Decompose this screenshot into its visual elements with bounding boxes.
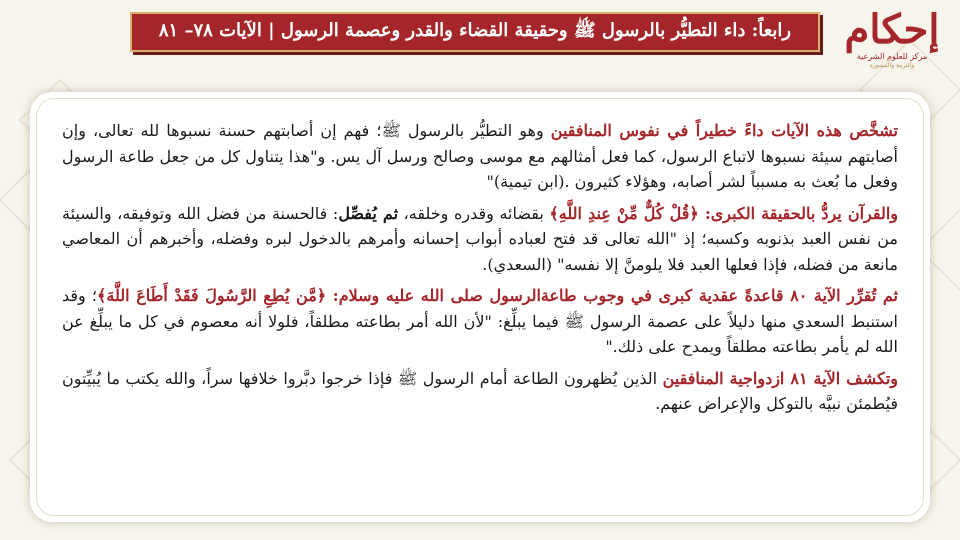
paragraph-4-body: الذين يُظهرون الطاعة أمام الرسول ﷺ فإذا خرجوا دبَّروا خلافها سراً، والله يكتب ما يُبيِّتون فيُطمئن نبيَّه بالتوكل والإعراض عنهم.: [62, 368, 898, 413]
paragraph-1-body: وهو التطيُّر بالرسول ﷺ؛ فهم إن أصابتهم حسنة نسبوها لله تعالى، وإن أصابتهم سيئة نسبوها لاتباع الرسول، كما فعل أمثالهم مع موسى وصالح ورسل آل يس. و"هذا يتناول كل من جعل طاعة الرسول وفعل ما بُعث به مسبباً لشر أصابه، وهؤلاء كثيرون .(ابن تيمية)": [62, 121, 898, 191]
paragraph-2: [62, 201, 898, 278]
paragraph-3-body: ؛ وقد استنبط السعدي منها دليلاً على عصمة الرسول ﷺ فيما يبلِّغ: "لأن الله أمر بطاعته مطلقاً، فلولا أنه معصوم في كل ما يبلِّغ عن الله لم يأمر بطاعته مطلقاً ويمدح على ذلك.": [62, 286, 898, 356]
paragraph-1-lead: تشخَّص هذه الآيات داءً خطيراً في نفوس المنافقين: [550, 121, 899, 140]
page-title: رابعاً: داء التطيُّر بالرسول ﷺ وحقيقة القضاء والقدر وعصمة الرسول | الآيات ٧٨– ٨١: [158, 20, 792, 41]
paragraph-2-quote: ﴿قُلْ كُلٌّ مِّنْ عِندِ اللَّهِ﴾: [549, 203, 699, 223]
paragraph-4-lead: وتكشف الآية ٨١ ازدواجية المنافقين: [662, 368, 899, 388]
header-title-bar: [130, 12, 820, 52]
logo-subtitle: مركز للعلوم الشرعية: [856, 52, 928, 61]
paragraph-2-lead: والقرآن يردُّ بالحقيقة الكبرى:: [698, 203, 899, 223]
paragraph-2-mid: بقضائه وقدره وخلقه،: [398, 203, 550, 223]
paragraph-4: [62, 366, 898, 417]
paragraph-2-then: ثم يُفصِّل: [338, 203, 399, 223]
paragraph-2-body: : فالحسنة من فضل الله وتوفيقه، والسيئة من نفس العبد بذنوبه وكسبه؛ إذ "الله تعالى قد فتح لعباده أبواب إحسانه وأمرهم بالدخول لبره وفضله، وأخبرهم أن المعاصي مانعة من فضله، فإذا فعلها العبد فلا يلومنَّ إلا نفسه" (السعدي).: [62, 203, 898, 274]
logo-mark: إحكام: [844, 6, 940, 53]
logo-tagline: والتربية والمشورة: [869, 62, 915, 69]
content-card: [30, 92, 930, 522]
paragraph-3: [62, 283, 898, 360]
paragraph-3-lead: ثم تُقرِّر الآية ٨٠ قاعدةً عقدية كبرى في وجوب طاعةالرسول صلى الله عليه وسلام: ﴿مَّن يُطِعِ الرَّسُولَ فَقَدْ أَطَاعَ اللَّهَ﴾: [97, 286, 898, 305]
logo: [838, 8, 946, 74]
paragraph-1: [62, 118, 898, 195]
